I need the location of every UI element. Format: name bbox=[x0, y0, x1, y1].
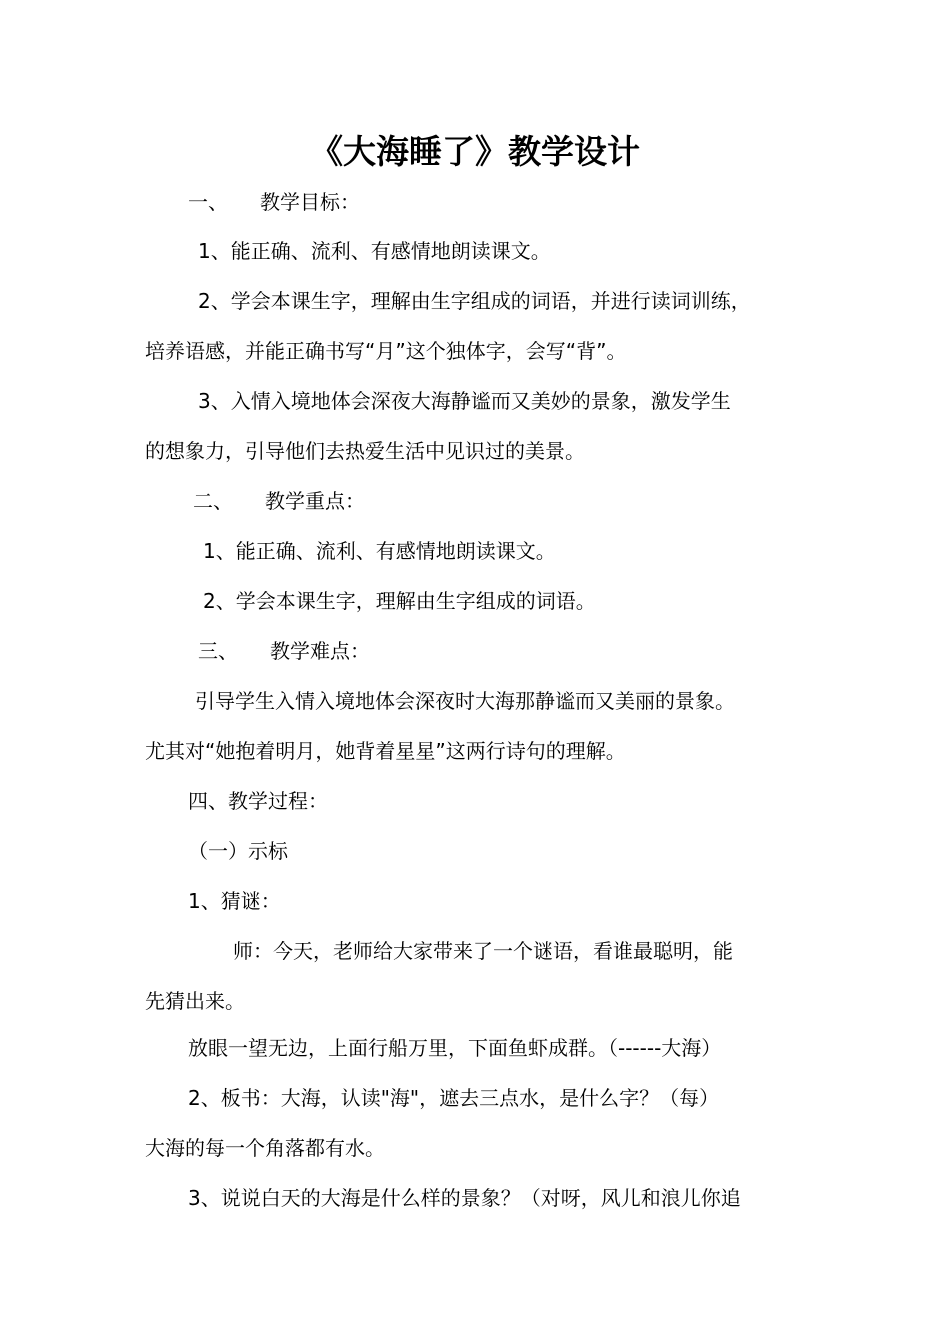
section-heading-process: 四、教学过程： bbox=[188, 789, 328, 813]
paragraph-line: 2、学会本课生字，理解由生字组成的词语，并进行读词训练， bbox=[198, 289, 751, 313]
paragraph-line: 1、猜谜： bbox=[188, 889, 281, 913]
paragraph-line: 引导学生入情入境地体会深夜时大海那静谧而又美丽的景象。 bbox=[195, 689, 735, 713]
paragraph-line: 3、说说白天的大海是什么样的景象？（对呀，风儿和浪儿你追 bbox=[188, 1186, 741, 1210]
paragraph-line: 2、学会本课生字，理解由生字组成的词语。 bbox=[203, 589, 596, 613]
section-number: 二、 bbox=[193, 489, 233, 513]
paragraph-line: 先猜出来。 bbox=[145, 989, 245, 1013]
section-number: 三、 bbox=[198, 639, 238, 663]
section-heading-text: 教学难点： bbox=[270, 639, 370, 663]
paragraph-line: 1、能正确、流利、有感情地朗读课文。 bbox=[203, 539, 556, 563]
section-number: 一、 bbox=[188, 190, 228, 214]
section-heading-difficulties bbox=[198, 636, 370, 666]
section-heading-text: 教学目标： bbox=[260, 190, 360, 214]
section-heading-key-points bbox=[193, 486, 365, 516]
paragraph-line: 2、板书：大海，认读"海"，遮去三点水，是什么字？（每） bbox=[188, 1086, 720, 1110]
paragraph-line: 培养语感，并能正确书写“月”这个独体字，会写“背”。 bbox=[145, 339, 627, 363]
section-heading-text: 教学重点： bbox=[265, 489, 365, 513]
subsection-heading: （一）示标 bbox=[188, 839, 288, 863]
paragraph-line: 大海的每一个角落都有水。 bbox=[145, 1136, 385, 1160]
paragraph-line: 师：今天，老师给大家带来了一个谜语，看谁最聪明，能 bbox=[233, 939, 733, 963]
document-title: 《大海睡了》教学设计 bbox=[310, 132, 640, 171]
paragraph-line: 尤其对“她抱着明月，她背着星星”这两行诗句的理解。 bbox=[145, 739, 626, 763]
paragraph-line: 的想象力，引导他们去热爱生活中见识过的美景。 bbox=[145, 439, 585, 463]
paragraph-line: 3、入情入境地体会深夜大海静谧而又美妙的景象，激发学生 bbox=[198, 389, 731, 413]
paragraph-line: 放眼一望无边，上面行船万里，下面鱼虾成群。（------大海） bbox=[188, 1036, 722, 1060]
section-heading-objectives bbox=[188, 187, 360, 217]
paragraph-line: 1、能正确、流利、有感情地朗读课文。 bbox=[198, 239, 551, 263]
